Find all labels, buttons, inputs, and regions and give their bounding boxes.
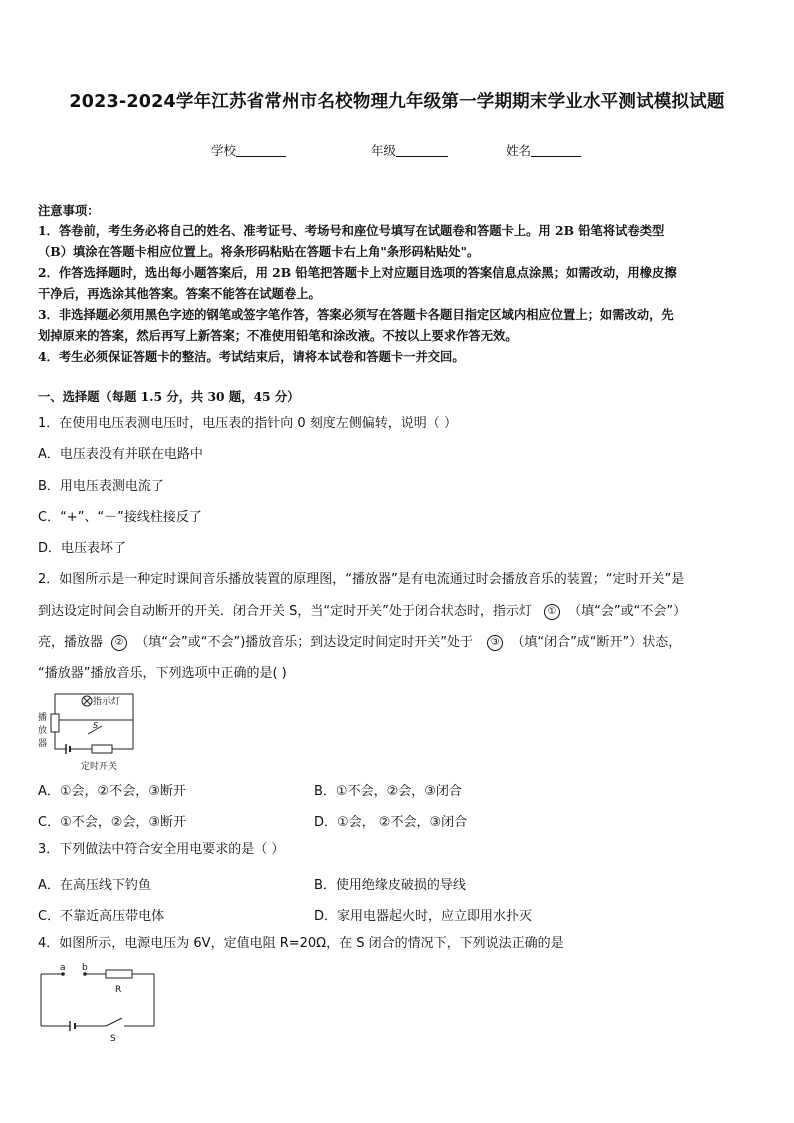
name-field <box>506 141 581 159</box>
notes-heading: 注意事项： <box>38 203 100 218</box>
player-label: 放 <box>38 726 48 736</box>
notes-line: 划掉原来的答案，然后再写上新答案；不准使用铅笔和涂改液。不按以上要求作答无效。 <box>38 328 518 343</box>
grade-label: 年级 <box>371 143 397 158</box>
q3-stem: 3．下列做法中符合安全用电要求的是（ ） <box>38 842 285 857</box>
q3-option-c: C．不靠近高压带电体 <box>38 909 165 924</box>
notes-line: （B）填涂在答题卡相应位置上。将条形码粘贴在答题卡右上角"条形码粘贴处"。 <box>38 244 480 259</box>
q2-option-a: A．①会，②不会，③断开 <box>38 784 186 799</box>
q1-stem: 1．在使用电压表测电压时，电压表的指针向 0 刻度左侧偏转，说明（ ） <box>38 416 457 431</box>
exam-title: 2023-2024学年江苏省常州市名校物理九年级第一学期期末学业水平测试模拟试题 <box>69 92 725 112</box>
q2-text: 亮，播放器 <box>38 635 104 650</box>
q2-line <box>38 635 681 651</box>
resistor-r-icon <box>106 970 132 978</box>
grade-blank <box>396 144 448 157</box>
section-heading: 一、选择题（每题 1.5 分，共 30 题，45 分） <box>38 389 300 404</box>
switch-s-label: S <box>110 1034 116 1044</box>
timer-switch-box <box>92 745 112 753</box>
timer-label: 定时开关 <box>81 762 118 772</box>
q2-text: 到达设定时间会自动断开的开关．闭合开关 S，当“定时开关”处于闭合状态时，指示灯 <box>38 604 532 619</box>
switch-s-icon <box>106 1018 122 1026</box>
player-label: 器 <box>38 739 48 749</box>
terminal-b-label: b <box>82 963 88 973</box>
player-label: 播 <box>38 713 48 723</box>
q4-circuit-diagram <box>36 960 160 1046</box>
resistor-r-label: R <box>115 985 122 995</box>
switch-s-label: S <box>93 721 99 730</box>
q2-option-b: B．①不会，②会，③闭合 <box>314 784 462 799</box>
q2-text: （填“会”或“不会”)播放音乐；到达设定时间定时开关”处于 <box>135 635 474 650</box>
school-label: 学校 <box>211 143 237 158</box>
q3-option-b: B．使用绝缘皮破损的导线 <box>314 878 466 893</box>
q1-option-d: D．电压表坏了 <box>38 541 127 556</box>
name-label: 姓名 <box>506 143 532 158</box>
q2-text: （填“会”或“不会”） <box>568 604 687 619</box>
q2-option-c: C．①不会，②会，③断开 <box>38 815 187 830</box>
q1-option-b: B．用电压表测电流了 <box>38 479 164 494</box>
q2-line: “播放器”播放音乐，下列选项中正确的是( ) <box>38 666 287 681</box>
notes-line: 4．考生必须保证答题卡的整洁。考试结束后，请将本试卷和答题卡一并交回。 <box>38 349 465 364</box>
q3-option-a: A．在高压线下钓鱼 <box>38 878 151 893</box>
q1-option-c: C．“+”、“－”接线柱接反了 <box>38 510 202 525</box>
lamp-label: 指示灯 <box>93 697 121 707</box>
q2-text: （填“闭合”成“断开”）状态， <box>511 635 682 650</box>
notes-line: 干净后，再选涂其他答案。答案不能答在试题卷上。 <box>38 286 321 301</box>
school-blank <box>236 144 286 157</box>
q4-stem: 4．如图所示，电源电压为 6V，定值电阻 R=20Ω，在 S 闭合的情况下，下列说法正确的是 <box>38 936 564 951</box>
blank-marker-1: ① <box>544 604 560 620</box>
notes-line: 3．非选择题必须用黑色字迹的钢笔或签字笔作答，答案必须写在答题卡各题目指定区域内相应位置上；如需改动，先 <box>38 307 674 322</box>
name-blank <box>531 144 581 157</box>
terminal-a-label: a <box>60 963 66 973</box>
blank-marker-2: ② <box>111 635 127 651</box>
q2-circuit-diagram <box>36 690 141 774</box>
player-box <box>51 714 59 732</box>
grade-field <box>371 141 448 159</box>
q2-line: 2．如图所示是一种定时课间音乐播放装置的原理图，“播放器”是有电流通过时会播放音乐的装置；“定时开关”是 <box>38 572 685 587</box>
school-field <box>211 141 286 159</box>
q3-option-d: D．家用电器起火时，应立即用水扑灭 <box>314 909 533 924</box>
blank-marker-3: ③ <box>487 635 503 651</box>
notes-line: 2．作答选择题时，选出每小题答案后，用 2B 铅笔把答题卡上对应题目选项的答案信息点涂黑；如需改动，用橡皮擦 <box>38 265 677 280</box>
notes-line: 1．答卷前，考生务必将自己的姓名、准考证号、考场号和座位号填写在试题卷和答题卡上。用 2B 铅笔将试卷类型 <box>38 223 665 238</box>
q1-option-a: A．电压表没有并联在电路中 <box>38 447 203 462</box>
q2-option-d: D．①会， ②不会，③闭合 <box>314 815 468 830</box>
q2-line <box>38 604 686 620</box>
